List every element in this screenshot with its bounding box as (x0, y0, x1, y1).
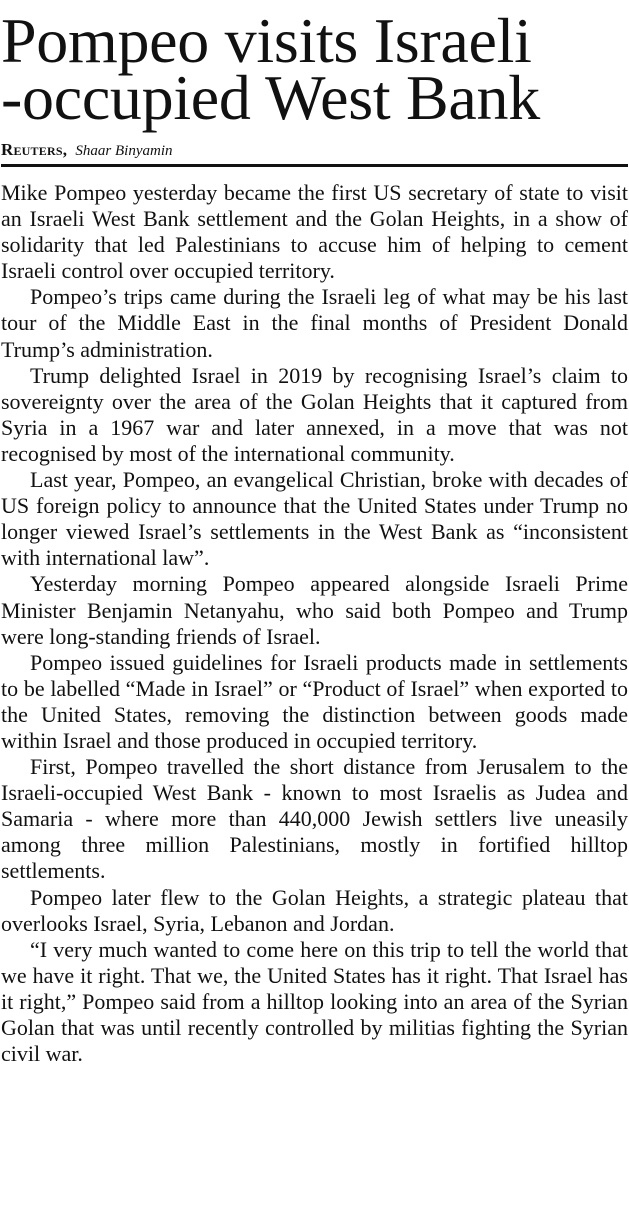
paragraph: Trump delighted Israel in 2019 by recognising Israel’s claim to sovereignty over the area of the Golan Heights that it captured from Syria in a 1967 war and later annexed, in a move that was not recognised by most of the international community. (1, 362, 628, 466)
paragraph: First, Pompeo travelled the short distance from Jerusalem to the Israeli-occupied West Bank - known to most Israelis as Judea and Samaria - where more than 440,000 Jewish settlers live uneasily among three million Palestinians, mostly in fortified hilltop settlements. (1, 754, 628, 884)
byline (1, 140, 628, 160)
paragraph: Pompeo’s trips came during the Israeli leg of what may be his last tour of the Middle East in the final months of President Donald Trump’s administration. (1, 284, 628, 362)
paragraph: “I very much wanted to come here on this trip to tell the world that we have it right. That we, the United States has it right. That Israel has it right,” Pompeo said from a hilltop looking into an area of the Syrian Golan that was until recently controlled by militias fighting the Syrian civil war. (1, 936, 628, 1067)
paragraph: Pompeo issued guidelines for Israeli products made in settlements to be labelled “Made in Israel” or “Product of Israel” when exported to the United States, removing the distinction between goods made within Israel and those produced in occupied territory. (1, 649, 628, 753)
byline-location: Shaar Binyamin (75, 143, 173, 159)
byline-agency: Reuters, (1, 140, 68, 159)
article-headline (1, 0, 628, 133)
paragraph: Mike Pompeo yesterday became the first US secretary of state to visit an Israeli West Bank settlement and the Golan Heights, in a show of solidarity that led Palestinians to accuse him of helping to cement Israeli control over occupied territory. (1, 180, 628, 284)
paragraph: Yesterday morning Pompeo appeared alongside Israeli Prime Minister Benjamin Netanyahu, who said both Pompeo and Trump were long-standing friends of Israel. (1, 571, 628, 649)
headline-line-1: Pompeo visits Israeli (1, 5, 532, 76)
paragraph: Pompeo later flew to the Golan Heights, a strategic plateau that overlooks Israel, Syria, Lebanon and Jordan. (1, 884, 628, 936)
headline-divider (1, 164, 628, 167)
headline-line-2: -occupied West Bank (1, 62, 540, 133)
article-body (1, 180, 628, 1067)
paragraph: Last year, Pompeo, an evangelical Christian, broke with decades of US foreign policy to announce that the United States under Trump no longer viewed Israel’s settlements in the West Bank as “inconsistent with international law”. (1, 467, 628, 571)
